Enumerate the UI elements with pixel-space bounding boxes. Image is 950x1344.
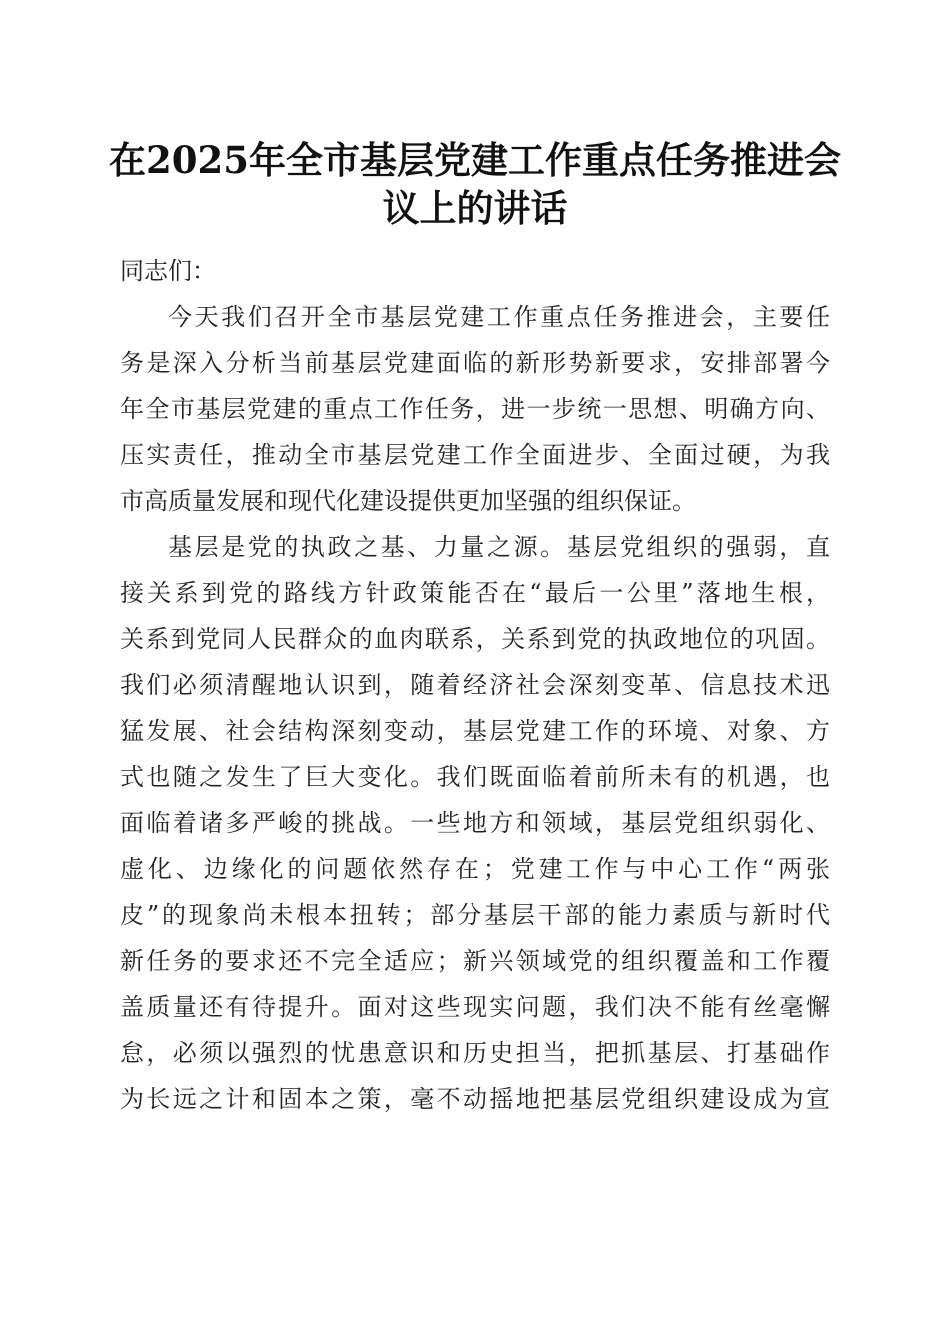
paragraph-line: 压实责任，推动全市基层党建工作全面进步、全面过硬，为我 [120, 441, 830, 469]
paragraph-line: 怠，必须以强烈的忧患意识和历史担当，把抓基层、打基础作 [120, 1039, 830, 1067]
paragraph-line: 接关系到党的路线方针政策能否在“最后一公里”落地生根， [120, 579, 830, 607]
paragraph-line: 关系到党同人民群众的血肉联系，关系到党的执政地位的巩固。 [120, 625, 830, 653]
paragraph-line: 盖质量还有待提升。面对这些现实问题，我们决不能有丝毫懈 [120, 993, 830, 1021]
salutation: 同志们： [120, 257, 216, 285]
paragraph-line: 务是深入分析当前基层党建面临的新形势新要求，安排部署今 [120, 349, 830, 377]
paragraph-line: 今天我们召开全市基层党建工作重点任务推进会，主要任 [168, 303, 830, 331]
paragraph-line: 我们必须清醒地认识到，随着经济社会深刻变革、信息技术迅 [120, 671, 830, 699]
paragraph-line: 面临着诸多严峻的挑战。一些地方和领域，基层党组织弱化、 [120, 809, 830, 837]
paragraph-2 [120, 524, 830, 1122]
paragraph-line: 皮”的现象尚未根本扭转；部分基层干部的能力素质与新时代 [120, 901, 830, 929]
paragraph-line: 猛发展、社会结构深刻变动，基层党建工作的环境、对象、方 [120, 717, 830, 745]
paragraph-line: 年全市基层党建的重点工作任务，进一步统一思想、明确方向、 [120, 395, 830, 423]
document-title [100, 136, 850, 232]
paragraph-1 [120, 294, 830, 524]
document-body [120, 248, 830, 1122]
paragraph-line: 基层是党的执政之基、力量之源。基层党组织的强弱，直 [168, 533, 830, 561]
paragraph-line: 式也随之发生了巨大变化。我们既面临着前所未有的机遇，也 [120, 763, 830, 791]
title-line-2: 议上的讲话 [382, 186, 568, 230]
paragraph-line: 虚化、边缘化的问题依然存在；党建工作与中心工作“两张 [120, 855, 830, 883]
paragraph-line: 市高质量发展和现代化建设提供更加坚强的组织保证。 [120, 487, 696, 515]
paragraph-line: 为长远之计和固本之策，毫不动摇地把基层党组织建设成为宣 [120, 1085, 830, 1113]
paragraph-line: 新任务的要求还不完全适应；新兴领域党的组织覆盖和工作覆 [120, 947, 830, 975]
title-line-1: 在2025年全市基层党建工作重点任务推进会 [109, 138, 841, 182]
